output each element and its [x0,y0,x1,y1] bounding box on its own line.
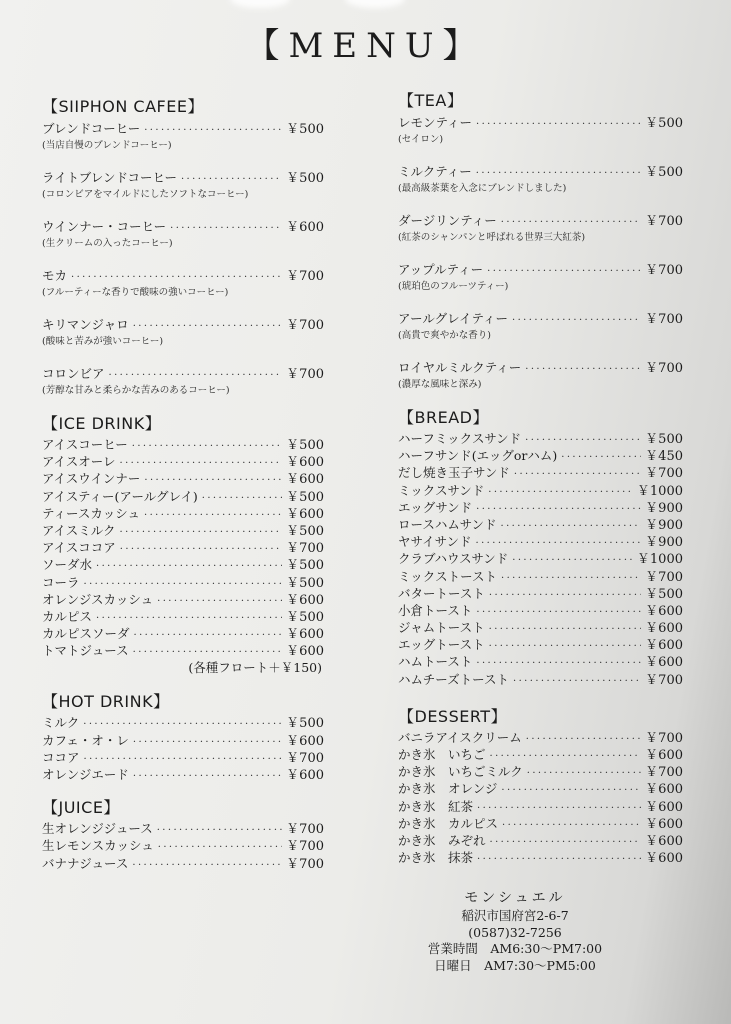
leader-dots [526,731,641,748]
leader-dots [490,834,642,851]
item-name: 生レモンスカッシュ [42,838,154,854]
item-name: ジャムトースト [398,620,485,636]
leader-dots [525,360,641,380]
item-price: ￥700 [645,312,683,327]
item-name: アップルティー [398,262,484,277]
item-description: (濃厚な風味と深み) [398,379,482,390]
item-price: ￥600 [645,799,683,815]
menu-item [398,430,683,447]
leader-dots [501,213,641,233]
leader-dots [512,552,633,569]
item-name: クラブハウスサンド [398,551,509,567]
item-price: ￥500 [645,116,683,131]
item-name: 生オレンジジュース [42,821,153,837]
menu-item [398,780,683,797]
item-name: かき氷 みぞれ [398,832,486,848]
leader-dots [133,734,282,751]
right-column [398,90,683,866]
leader-dots [120,524,283,541]
menu-item [398,447,683,464]
menu-item [42,855,324,872]
item-price: ￥700 [286,541,324,557]
menu-item [398,798,683,815]
item-price: ￥700 [645,569,683,585]
menu-item [398,516,683,533]
item-price: ￥500 [286,523,324,539]
item-price: ￥600 [286,644,324,660]
section-siphon-coffee [42,96,324,413]
item-price: ￥700 [286,856,324,872]
item-name: かき氷 抹茶 [398,850,474,866]
item-description: (琥珀色のフルーツティー) [398,281,509,292]
item-price: ￥500 [286,489,324,505]
item-price: ￥500 [286,716,324,732]
leader-dots [120,541,282,558]
section-heading: 【ICE DRINK】 [42,414,162,433]
menu-item [42,574,324,591]
item-name: バニラアイスクリーム [398,729,522,745]
menu-item [42,732,324,749]
item-name: ハムチーズトースト [398,671,510,687]
business-hours: 営業時間 AM6:30～PM7:00 [427,941,603,956]
leader-dots [489,621,642,638]
menu-item [398,671,683,688]
menu-item [42,749,324,766]
menu-item [398,832,683,849]
menu-item [42,315,324,364]
item-price: ￥700 [286,839,324,855]
menu-item [42,625,324,642]
leader-dots [202,490,282,507]
item-description: (コロンビアをマイルドにしたソフトなコーヒー) [42,189,249,200]
item-name: ロースハムサンド [398,516,497,532]
item-name: ミルク [42,715,80,731]
menu-item [398,619,683,636]
section-tea [398,90,683,407]
item-price: ￥700 [286,822,324,838]
item-price: ￥700 [286,318,324,333]
item-name: ハーフミックスサンド [398,431,522,446]
leader-dots [132,857,282,874]
item-name: かき氷 いちご [398,747,486,762]
item-price: ￥500 [286,558,324,574]
float-note: (各種フロート＋￥150) [188,660,322,676]
item-name: オレンジエード [42,767,129,782]
item-name: レモンティー [398,115,473,130]
leader-dots [144,121,282,141]
menu-item [42,168,324,217]
leader-dots [96,558,282,575]
menu-item [398,533,683,550]
item-price: ￥600 [645,638,683,654]
menu-item [398,113,683,162]
menu-item [398,260,683,309]
item-price: ￥600 [286,768,324,783]
item-price: ￥600 [286,627,324,643]
item-price: ￥900 [645,535,683,551]
menu-item [42,453,324,470]
leader-dots [476,164,641,184]
menu-item [398,636,683,653]
item-price: ￥500 [286,171,324,186]
leader-dots [158,839,282,856]
leader-dots [513,673,641,690]
item-price: ￥900 [645,500,683,516]
item-price: ￥500 [286,609,324,625]
item-price: ￥700 [286,269,324,284]
item-price: ￥700 [645,466,683,482]
menu-item [42,591,324,608]
leader-dots [489,587,641,604]
item-name: アイスココア [42,540,116,556]
menu-item [398,653,683,670]
item-price: ￥600 [286,733,324,749]
menu-item [42,505,324,522]
leader-dots [109,366,283,386]
menu-item [42,608,324,625]
menu-item [42,642,324,659]
leader-dots [157,593,282,610]
item-price: ￥600 [645,603,683,619]
leader-dots [133,768,282,785]
item-price: ￥600 [286,455,324,471]
item-name: ライトブレンドコーヒー [42,170,177,185]
item-name: ウインナー・コーヒー [42,219,167,234]
section-ice-drink [42,413,324,677]
leader-dots [476,604,641,621]
item-name: ミックストースト [398,568,498,584]
menu-item [398,746,683,763]
leader-dots [561,449,641,466]
leader-dots [120,455,283,472]
item-name: コロンビア [42,366,105,381]
item-name: ハムトースト [398,654,473,670]
menu-item [42,837,324,854]
leader-dots [487,262,641,282]
item-name: アイスコーヒー [42,437,128,452]
menu-item [398,482,683,499]
menu-item [42,488,324,505]
item-description: (セイロン) [398,134,444,145]
item-name: かき氷 紅茶 [398,798,474,814]
section-juice [42,797,324,872]
item-name: かき氷 オレンジ [398,781,498,797]
menu-item [398,162,683,211]
item-price: ￥700 [286,750,324,766]
item-name: かき氷 いちごミルク [398,764,523,780]
item-price: ￥500 [645,586,683,602]
leader-dots [477,851,641,868]
leader-dots [476,115,641,135]
menu-item [42,217,324,266]
item-name: バタートースト [398,585,485,601]
item-name: ロイヤルミルクティー [398,360,522,375]
leader-dots [502,817,641,834]
item-price: ￥600 [645,851,683,867]
item-description: (当店自慢のブレンドコーヒー) [42,140,172,151]
item-name: かき氷 カルピス [398,815,499,831]
item-price: ￥1000 [636,483,683,499]
menu-item [398,585,683,602]
item-name: ミックスサンド [398,482,485,498]
item-name: 小倉トースト [398,602,473,618]
menu-item [42,364,324,413]
left-column [42,96,324,872]
leader-dots [488,484,633,501]
item-name: アイスミルク [42,522,116,538]
item-name: カフェ・オ・レ [42,732,129,748]
leader-dots [133,317,282,337]
item-name: カルピス [42,608,93,624]
leader-dots [477,800,641,817]
section-hot-drink [42,691,324,783]
section-bread [398,407,683,688]
item-name: エッグトースト [398,637,485,653]
menu-item [398,211,683,260]
item-name: ヤサイサンド [398,534,472,550]
menu-item [398,815,683,832]
item-name: アイスウインナー [42,471,141,487]
shop-name: モンシュエル [464,890,566,906]
item-price: ￥500 [645,165,683,180]
item-name: エッグサンド [398,499,473,515]
leader-dots [134,627,283,644]
item-name: ブレンドコーヒー [42,121,141,136]
item-name: カルピスソーダ [42,626,130,642]
leader-dots [514,466,641,483]
menu-item [398,358,683,407]
item-description: (最高級茶葉を入念にブレンドしました) [398,183,567,194]
item-price: ￥500 [286,122,324,137]
item-price: ￥600 [645,748,683,763]
menu-item [398,464,683,481]
item-name: オレンジスカッシュ [42,591,154,607]
item-description: (生クリームの入ったコーヒー) [42,238,173,249]
item-price: ￥700 [645,214,683,229]
item-name: モカ [42,268,68,283]
item-name: ソーダ水 [42,557,93,573]
menu-item [398,729,683,746]
item-name: ココア [42,749,80,765]
item-name: ミルクティー [398,164,472,179]
item-name: アールグレイティー [398,311,509,326]
item-price: ￥600 [645,621,683,637]
leader-dots [132,438,282,455]
item-name: キリマンジャロ [42,317,129,332]
sunday-hours: 日曜日 AM7:30～PM5:00 [434,957,596,973]
item-name: ハーフサンド(エッグorハム) [398,448,558,464]
menu-item [42,470,324,487]
item-description: (酸味と苦みが強いコーヒー) [42,336,164,347]
item-name: アイスオーレ [42,454,116,470]
section-heading: 【BREAD】 [398,408,489,427]
item-name: だし焼き玉子サンド [398,465,510,481]
section-heading: 【SIIPHON CAFEE】 [42,97,204,116]
leader-dots [527,765,641,782]
menu-item [42,436,324,453]
item-price: ￥700 [645,263,683,278]
item-price: ￥600 [286,506,324,522]
menu-item [398,309,683,358]
menu-item [398,849,683,866]
leader-dots [170,219,282,239]
item-price: ￥500 [645,432,683,447]
menu-item [42,119,324,168]
leader-dots [157,822,282,839]
section-dessert [398,706,683,867]
section-heading: 【HOT DRINK】 [42,692,170,712]
menu-item [398,499,683,516]
menu-item [42,266,324,315]
menu-title: 【MENU】 [245,26,486,66]
item-description: (芳醇な甘みと柔らかな苦みのあるコーヒー) [42,385,230,396]
item-price: ￥600 [645,782,683,798]
item-name: コーラ [42,574,80,590]
item-price: ￥700 [645,765,683,781]
menu-item [42,556,324,573]
item-name: ティースカッシュ [42,505,141,521]
shop-phone: (0587)32-7256 [468,924,562,940]
menu-item [398,763,683,780]
item-name: トマトジュース [42,643,129,659]
item-price: ￥600 [286,472,324,488]
item-description: (フルーティーな香りで酸味の強いコーヒー) [42,287,229,298]
menu-item [42,714,324,731]
item-price: ￥600 [645,833,683,849]
item-price: ￥500 [286,438,324,453]
item-price: ￥700 [645,672,683,688]
item-price: ￥1000 [636,552,683,568]
leader-dots [71,268,282,288]
shop-address: 稲沢市国府宮2-6-7 [461,908,569,923]
menu-item [42,766,324,783]
item-name: ダージリンティー [398,213,497,228]
item-price: ￥450 [645,449,683,465]
item-price: ￥600 [286,592,324,608]
menu-item [42,522,324,539]
item-price: ￥700 [645,361,683,376]
leader-dots [501,518,642,535]
item-name: アイスティー(アールグレイ) [42,488,198,504]
leader-dots [489,638,642,655]
item-name: バナナジュース [42,855,129,871]
menu-item [42,539,324,556]
item-description: (高貴で爽やかな香り) [398,330,491,341]
shop-info [395,888,635,974]
item-price: ￥700 [286,367,324,382]
item-price: ￥600 [286,220,324,235]
leader-dots [501,570,641,587]
leader-dots [144,507,282,524]
menu-item [398,602,683,619]
section-heading: 【TEA】 [398,91,464,110]
leader-dots [181,170,282,190]
menu-item [42,820,324,837]
item-price: ￥500 [286,575,324,591]
leader-dots [512,311,641,331]
item-price: ￥700 [645,730,683,746]
leader-dots [501,782,641,799]
leader-dots [476,501,641,518]
item-description: (紅茶のシャンパンと呼ばれる世界三大紅茶) [398,232,586,243]
item-price: ￥900 [645,517,683,533]
item-price: ￥600 [645,655,683,671]
item-price: ￥600 [645,816,683,832]
menu-item [398,550,683,567]
section-heading: 【JUICE】 [42,798,120,818]
section-heading: 【DESSERT】 [398,706,508,726]
menu-item [398,568,683,585]
